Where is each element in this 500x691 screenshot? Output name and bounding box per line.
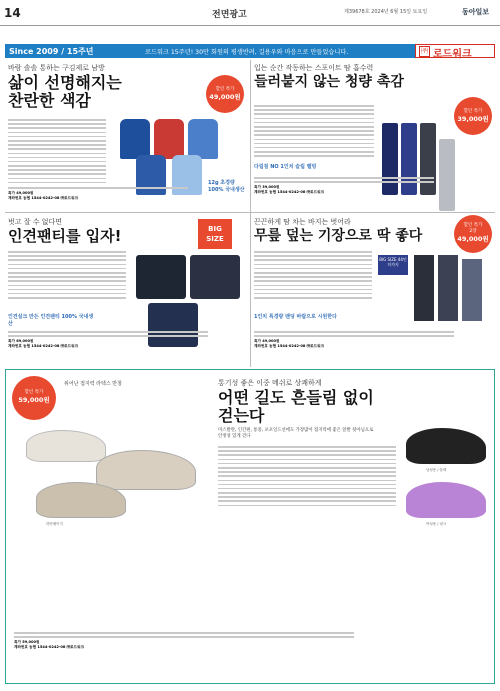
ad-caption: 다림질 NO 1인치 슬림 벨빙	[254, 164, 317, 170]
shoe-image-black	[406, 428, 486, 464]
badge-label: 할인 특가	[24, 390, 44, 395]
ad-title-line1: 들러붙지 않는 청량 촉감	[254, 74, 404, 90]
ad-specs	[8, 187, 208, 201]
shoe-image-side	[36, 482, 126, 518]
row-divider	[5, 212, 495, 213]
price-label: 특가 49,000원	[8, 191, 34, 196]
badge-price: 39,000원	[457, 115, 489, 123]
ad-caption: 12g 초경량 100% 국내생산	[208, 180, 245, 193]
order-phone: 계좌번호 농협 1544-0242-08 ㈜로드워크	[254, 190, 325, 195]
ad-title-line1: 인견팬티를 입자!	[8, 227, 122, 245]
badge-sub: 2장	[469, 229, 477, 234]
ad-specs	[14, 632, 394, 650]
ad-body-text	[218, 446, 396, 509]
price-badge	[206, 75, 244, 113]
ad-shirts	[8, 61, 246, 211]
underwear-image-1	[136, 255, 186, 299]
badge-price: 49,000원	[209, 93, 241, 101]
ad-title-line2: 찬란한 색감	[8, 91, 91, 110]
brand-logo	[415, 44, 495, 58]
ad-pants	[254, 61, 492, 211]
big-size-badge: BIG SIZE 44인치까지	[378, 255, 408, 275]
shoe-image-beige	[96, 450, 196, 490]
ad-caption: 1인치 특경량 밴딩 바람으로 시원한다	[254, 314, 337, 320]
logo-mark: ㈜	[421, 47, 428, 55]
ad-kicker-small: 위어난 접지력 라텍스 반창	[64, 381, 122, 387]
ad-body-text	[8, 251, 126, 301]
ad-shoes	[5, 369, 495, 684]
price-label: 특가 49,000원	[254, 339, 280, 344]
ad-body-text	[8, 119, 106, 186]
ad-title-line1: 무릎 덮는 기장으로 딱 좋다	[254, 228, 423, 244]
ad-kicker: 통기성 좋은 이중 메쉬로 상쾌하게	[218, 379, 322, 387]
ad-specs	[254, 177, 454, 195]
shoe-image-pink	[406, 482, 486, 518]
badge-label: 할인 특가	[463, 223, 483, 228]
banner-tagline: 로드워크 15주년! 30만 회원의 평생반려, 길용우와 마음으로 만들었습니다.	[145, 49, 349, 56]
shorts-image-1	[414, 255, 434, 321]
order-phone: 계좌번호 농협 1544-0242-08 ㈜로드워크	[8, 196, 79, 201]
price-badge	[12, 376, 56, 420]
ad-kicker: 입는 순간 작동하는 스포이트 땀 흡수력	[254, 64, 374, 72]
ad-kicker: 끈끈하게 땀 차는 바지는 벗어라	[254, 218, 351, 226]
ad-body-text	[254, 105, 374, 159]
ad-specs	[254, 331, 484, 349]
price-badge	[454, 97, 492, 135]
ad-body-text	[254, 251, 372, 301]
badge-label: 할인 특가	[463, 109, 483, 114]
ad-title-line2: 걷는다	[218, 406, 265, 425]
order-phone: 계좌번호 농협 1544-0242-08 ㈜로드워크	[8, 344, 79, 349]
price-label: 특가 59,000원	[14, 640, 40, 645]
ad-underwear	[8, 215, 246, 367]
ad-shorts	[254, 215, 492, 367]
ad-title-line1: 어떤 길도 흔들림 없이	[218, 388, 374, 407]
pants-image-gray	[439, 139, 455, 211]
ad-kicker: 벗고 잘 수 없다면	[8, 218, 63, 226]
ad-title-line1: 삶이 선명해지는	[8, 73, 122, 92]
shoe-label: 하얀베이지	[46, 522, 63, 526]
ad-subtitle: 미스발란, 인간편, 통증, 포포일드션에도 가장많이 접지력에 좋은 앞발 뒷아님으로 안정성 있게 걷다	[218, 428, 374, 439]
shirt-image-red	[154, 119, 184, 159]
ad-caption: 인견실크 만든 인견팬티 100% 국내생산	[8, 314, 94, 327]
page-number: 14	[4, 6, 21, 20]
section-title: 전면광고	[212, 10, 247, 20]
shirt-image-blue	[120, 119, 150, 159]
badge-price: 59,000원	[18, 396, 50, 404]
badge-label: 할인 특가	[215, 87, 235, 92]
price-label: 특가 39,000원	[254, 185, 280, 190]
newspaper-name: 동아일보	[462, 8, 490, 16]
big-size-badge: BIG SIZE	[198, 219, 232, 249]
ad-specs	[8, 331, 238, 349]
shoe-label-pink: 여성용 / 핑크	[426, 522, 447, 526]
shorts-image-3	[462, 259, 482, 321]
page-header	[0, 0, 500, 26]
issue-meta: 제39678호 2024년 6월 15일 토요일	[344, 9, 428, 15]
shoe-image-main	[26, 430, 106, 462]
price-label: 특가 69,000원	[8, 339, 34, 344]
order-phone: 계좌번호 농협 1544-0242-08 ㈜로드워크	[14, 645, 85, 650]
underwear-image-2	[190, 255, 240, 299]
since-label: Since 2009 / 15주년	[9, 47, 94, 56]
logo-name: 로드워크	[433, 49, 472, 60]
order-phone: 계좌번호 농협 1544-0242-08 ㈜로드워크	[254, 344, 325, 349]
price-badge	[454, 215, 492, 253]
shorts-image-2	[438, 255, 458, 321]
badge-price: 49,000원	[457, 235, 489, 243]
shirt-image-floral	[188, 119, 218, 159]
ad-kicker: 바람 솔솔 통하는 구김제로 남방	[8, 64, 105, 72]
column-divider	[250, 60, 251, 367]
shoe-label-black: 남성용 / 블랙	[426, 468, 447, 472]
